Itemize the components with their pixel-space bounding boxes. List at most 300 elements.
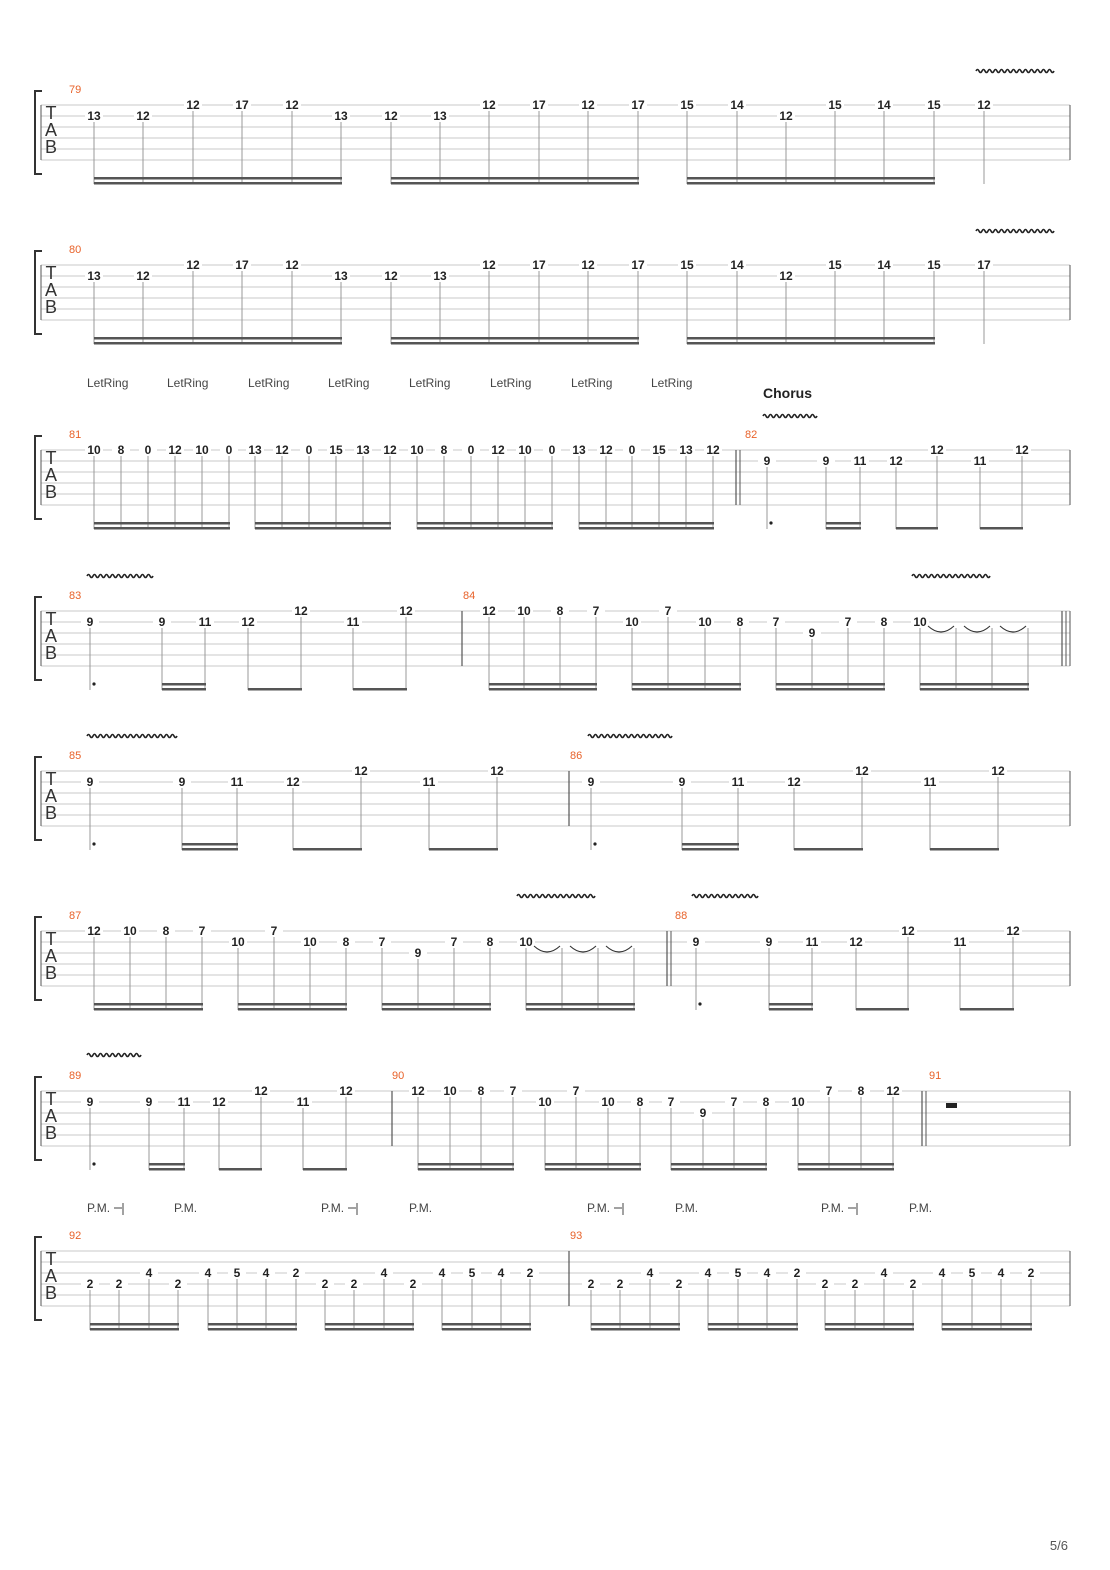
fret-number: 15	[680, 258, 694, 272]
beam	[418, 1163, 514, 1166]
fret-number: 12	[482, 98, 496, 112]
fret-number: 11	[923, 775, 937, 789]
fret-number: 12	[1015, 443, 1029, 457]
beam	[382, 1003, 491, 1006]
beam	[942, 1323, 1032, 1326]
beam	[798, 1163, 894, 1166]
tab-clef-letter: B	[44, 643, 58, 663]
fret-number: 15	[680, 98, 694, 112]
measure	[69, 590, 415, 691]
measure-number: 93	[570, 1230, 583, 1242]
fret-number: 12	[399, 604, 413, 618]
fret-number: 10	[698, 615, 712, 629]
fret-number: 4	[262, 1266, 270, 1280]
beam	[94, 337, 342, 340]
fret-number: 7	[592, 604, 600, 618]
tab-clef-letter: B	[44, 482, 58, 502]
beam	[94, 177, 342, 180]
vibrato-mark	[517, 895, 595, 898]
fret-number: 4	[145, 1266, 153, 1280]
fret-number: 10	[601, 1095, 615, 1109]
fret-number: 10	[87, 443, 101, 457]
beam	[303, 1168, 347, 1171]
fret-number: 8	[342, 935, 350, 949]
measure	[69, 84, 993, 185]
fret-number: 8	[880, 615, 888, 629]
fret-number: 12	[581, 258, 595, 272]
fret-number: 12	[901, 924, 915, 938]
fret-number: 14	[877, 258, 891, 272]
fret-number: 11	[296, 1095, 310, 1109]
fret-number: 11	[422, 775, 436, 789]
beam	[632, 683, 741, 686]
fret-number: 12	[354, 764, 368, 778]
beam	[417, 522, 553, 525]
fret-number: 2	[409, 1277, 417, 1291]
fret-number: 13	[87, 109, 101, 123]
fret-number: 12	[285, 98, 299, 112]
fret-number: 17	[532, 258, 546, 272]
beam	[526, 1003, 635, 1006]
beam	[671, 1163, 767, 1166]
rhythm-dot	[698, 1002, 701, 1005]
rhythm-dot	[92, 682, 95, 685]
fret-number: 12	[285, 258, 299, 272]
fret-number: 7	[772, 615, 780, 629]
fret-number: 12	[383, 443, 397, 457]
beam	[182, 848, 238, 851]
rhythm-dot	[92, 842, 95, 845]
fret-number: 15	[927, 258, 941, 272]
fret-number: 17	[532, 98, 546, 112]
tab-clef-letter: T	[45, 929, 57, 949]
fret-number: 2	[851, 1277, 859, 1291]
vibrato-mark	[976, 70, 1054, 73]
fret-number: 12	[411, 1084, 425, 1098]
fret-number: 12	[87, 924, 101, 938]
fret-number: 2	[587, 1277, 595, 1291]
fret-number: 11	[346, 615, 360, 629]
tie-arc	[534, 946, 560, 952]
let-ring-label: LetRing	[248, 376, 290, 390]
beam	[391, 182, 639, 185]
measure	[675, 910, 1022, 1011]
beam	[708, 1323, 798, 1326]
fret-number: 13	[334, 269, 348, 283]
tie-arc	[570, 946, 596, 952]
fret-number: 9	[692, 935, 700, 949]
fret-number: 12	[787, 775, 801, 789]
fret-number: 12	[482, 258, 496, 272]
fret-number: 2	[793, 1266, 801, 1280]
tab-clef-letter: A	[44, 626, 58, 646]
tie-arc	[1000, 626, 1026, 632]
fret-number: 12	[212, 1095, 226, 1109]
fret-number: 9	[587, 775, 595, 789]
fret-number: 7	[270, 924, 278, 938]
fret-number: 8	[162, 924, 170, 938]
fret-number: 15	[652, 443, 666, 457]
rhythm-dot	[769, 521, 772, 524]
measure	[69, 750, 506, 851]
fret-number: 12	[1006, 924, 1020, 938]
fret-number: 8	[636, 1095, 644, 1109]
fret-number: 9	[678, 775, 686, 789]
fret-number: 11	[805, 935, 819, 949]
measure	[69, 429, 722, 530]
fret-number: 12	[491, 443, 505, 457]
measure-number: 88	[675, 910, 688, 922]
fret-number: 12	[275, 443, 289, 457]
measure	[570, 1230, 1040, 1331]
tab-system	[35, 1054, 1070, 1171]
fret-number: 13	[87, 269, 101, 283]
tab-system	[35, 575, 1070, 691]
palm-mute-label: P.M.	[409, 1201, 433, 1215]
beam	[920, 683, 1029, 686]
fret-number: 10	[913, 615, 927, 629]
fret-number: 9	[178, 775, 186, 789]
fret-number: 9	[765, 935, 773, 949]
palm-mute-label: P.M.	[174, 1201, 198, 1215]
rhythm-dot	[92, 1162, 95, 1165]
fret-number: 5	[468, 1266, 476, 1280]
measure-number: 79	[69, 84, 82, 96]
beam	[579, 522, 714, 525]
tab-clef-letter: T	[45, 263, 57, 283]
measure-number: 82	[745, 429, 758, 441]
fret-number: 12	[186, 98, 200, 112]
beam	[149, 1168, 185, 1171]
fret-number: 4	[704, 1266, 712, 1280]
fret-number: 9	[145, 1095, 153, 1109]
tie-arc	[964, 626, 990, 632]
beam	[682, 848, 739, 851]
beam	[632, 688, 741, 691]
vibrato-mark	[87, 735, 177, 738]
palm-mute-label: P.M.	[587, 1201, 611, 1215]
fret-number: 8	[762, 1095, 770, 1109]
beam	[325, 1323, 414, 1326]
fret-number: 12	[779, 109, 793, 123]
tab-clef-letter: A	[44, 120, 58, 140]
fret-number: 9	[86, 775, 94, 789]
fret-number: 12	[186, 258, 200, 272]
tab-clef-letter: A	[44, 280, 58, 300]
fret-number: 12	[168, 443, 182, 457]
beam	[591, 1328, 680, 1331]
fret-number: 2	[1027, 1266, 1035, 1280]
beam	[353, 688, 407, 691]
fret-number: 5	[968, 1266, 976, 1280]
fret-number: 12	[286, 775, 300, 789]
beam	[391, 337, 639, 340]
tab-clef-letter: B	[44, 1283, 58, 1303]
tab-clef-letter: A	[44, 465, 58, 485]
fret-number: 11	[973, 454, 987, 468]
beam	[442, 1328, 531, 1331]
fret-number: 10	[123, 924, 137, 938]
fret-number: 4	[997, 1266, 1005, 1280]
tie-arc	[606, 946, 632, 952]
beam	[489, 688, 597, 691]
fret-number: 2	[526, 1266, 534, 1280]
fret-number: 4	[646, 1266, 654, 1280]
fret-number: 4	[380, 1266, 388, 1280]
fret-number: 2	[616, 1277, 624, 1291]
fret-number: 12	[779, 269, 793, 283]
fret-number: 5	[734, 1266, 742, 1280]
vibrato-mark	[763, 415, 817, 418]
fret-number: 11	[953, 935, 967, 949]
let-ring-label: LetRing	[87, 376, 129, 390]
beam	[382, 1008, 491, 1011]
fret-number: 11	[853, 454, 867, 468]
fret-number: 2	[115, 1277, 123, 1291]
measure-number: 83	[69, 590, 82, 602]
fret-number: 14	[877, 98, 891, 112]
beam	[682, 843, 739, 846]
fret-number: 10	[231, 935, 245, 949]
fret-number: 8	[486, 935, 494, 949]
beam	[391, 177, 639, 180]
fret-number: 7	[844, 615, 852, 629]
beam	[429, 848, 498, 851]
measure	[463, 590, 1029, 691]
tab-clef-letter: A	[44, 786, 58, 806]
rest-symbol	[946, 1103, 957, 1108]
beam	[687, 337, 935, 340]
fret-number: 8	[117, 443, 125, 457]
fret-number: 12	[241, 615, 255, 629]
beam	[794, 848, 863, 851]
tab-system	[35, 70, 1070, 185]
fret-number: 7	[825, 1084, 833, 1098]
measure	[69, 1230, 539, 1331]
beam	[94, 527, 230, 530]
tab-clef-letter: T	[45, 609, 57, 629]
let-ring-label: LetRing	[490, 376, 532, 390]
beam	[208, 1323, 297, 1326]
fret-number: 7	[198, 924, 206, 938]
beam	[293, 848, 362, 851]
measure	[392, 1070, 902, 1171]
beam	[896, 527, 938, 530]
beam	[208, 1328, 297, 1331]
fret-number: 12	[136, 269, 150, 283]
fret-number: 2	[321, 1277, 329, 1291]
fret-number: 13	[334, 109, 348, 123]
beam	[769, 1008, 813, 1011]
fret-number: 15	[927, 98, 941, 112]
let-ring-label: LetRing	[167, 376, 209, 390]
beam	[417, 527, 553, 530]
beam	[94, 342, 342, 345]
fret-number: 11	[198, 615, 212, 629]
beam	[579, 527, 714, 530]
beam	[687, 177, 935, 180]
beam	[776, 688, 885, 691]
vibrato-mark	[912, 575, 990, 578]
measure	[69, 1070, 355, 1171]
fret-number: 8	[477, 1084, 485, 1098]
fret-number: 12	[294, 604, 308, 618]
fret-number: 0	[548, 443, 556, 457]
beam	[442, 1323, 531, 1326]
measure-number: 87	[69, 910, 82, 922]
beam	[687, 182, 935, 185]
fret-number: 12	[490, 764, 504, 778]
tab-system	[35, 376, 1070, 530]
beam	[248, 688, 302, 691]
beam	[94, 1003, 203, 1006]
beam	[980, 527, 1023, 530]
fret-number: 7	[378, 935, 386, 949]
fret-number: 13	[356, 443, 370, 457]
fret-number: 17	[631, 98, 645, 112]
beam	[325, 1328, 414, 1331]
fret-number: 12	[991, 764, 1005, 778]
fret-number: 13	[433, 269, 447, 283]
beam	[149, 1163, 185, 1166]
tie-arc	[928, 626, 954, 632]
measure	[69, 244, 993, 345]
measure-number: 86	[570, 750, 583, 762]
fret-number: 7	[730, 1095, 738, 1109]
let-ring-label: LetRing	[328, 376, 370, 390]
fret-number: 5	[233, 1266, 241, 1280]
fret-number: 17	[631, 258, 645, 272]
fret-number: 9	[414, 946, 422, 960]
beam	[545, 1168, 641, 1171]
fret-number: 2	[909, 1277, 917, 1291]
fret-number: 10	[538, 1095, 552, 1109]
fret-number: 10	[303, 935, 317, 949]
fret-number: 4	[880, 1266, 888, 1280]
fret-number: 13	[433, 109, 447, 123]
fret-number: 13	[679, 443, 693, 457]
beam	[920, 688, 1029, 691]
vibrato-mark	[87, 575, 153, 578]
measure-number: 92	[69, 1230, 82, 1242]
beam	[776, 683, 885, 686]
beam	[769, 1003, 813, 1006]
fret-number: 4	[497, 1266, 505, 1280]
measure	[570, 750, 1007, 851]
fret-number: 12	[581, 98, 595, 112]
fret-number: 15	[828, 258, 842, 272]
beam	[255, 527, 391, 530]
fret-number: 9	[822, 454, 830, 468]
fret-number: 8	[736, 615, 744, 629]
fret-number: 10	[518, 443, 532, 457]
tab-clef-letter: T	[45, 769, 57, 789]
fret-number: 12	[889, 454, 903, 468]
fret-number: 12	[339, 1084, 353, 1098]
fret-number: 0	[225, 443, 233, 457]
measure-number: 91	[929, 1070, 942, 1082]
fret-number: 10	[791, 1095, 805, 1109]
beam	[826, 527, 861, 530]
fret-number: 12	[977, 98, 991, 112]
beam	[255, 522, 391, 525]
fret-number: 11	[731, 775, 745, 789]
rhythm-dot	[593, 842, 596, 845]
tab-clef-letter: T	[45, 1089, 57, 1109]
vibrato-mark	[588, 735, 672, 738]
fret-number: 4	[438, 1266, 446, 1280]
fret-number: 12	[849, 935, 863, 949]
fret-number: 4	[763, 1266, 771, 1280]
beam	[942, 1328, 1032, 1331]
palm-mute-label: P.M.	[821, 1201, 845, 1215]
fret-number: 12	[384, 269, 398, 283]
vibrato-mark	[87, 1054, 141, 1057]
fret-number: 8	[857, 1084, 865, 1098]
tab-clef-letter: B	[44, 297, 58, 317]
fret-number: 9	[763, 454, 771, 468]
fret-number: 10	[519, 935, 533, 949]
fret-number: 4	[938, 1266, 946, 1280]
fret-number: 12	[482, 604, 496, 618]
fret-number: 10	[625, 615, 639, 629]
palm-mute-label: P.M.	[321, 1201, 345, 1215]
palm-mute-label: P.M.	[909, 1201, 933, 1215]
tab-clef-letter: T	[45, 1249, 57, 1269]
fret-number: 10	[517, 604, 531, 618]
fret-number: 4	[204, 1266, 212, 1280]
tab-clef-letter: T	[45, 448, 57, 468]
fret-number: 12	[855, 764, 869, 778]
measure-number: 81	[69, 429, 82, 441]
beam	[391, 342, 639, 345]
fret-number: 2	[86, 1277, 94, 1291]
fret-number: 12	[930, 443, 944, 457]
page-number: 5/6	[1049, 1538, 1068, 1553]
beam	[930, 848, 999, 851]
fret-number: 10	[195, 443, 209, 457]
beam	[545, 1163, 641, 1166]
beam	[162, 683, 206, 686]
fret-number: 2	[350, 1277, 358, 1291]
vibrato-mark	[692, 895, 758, 898]
measure	[745, 429, 1031, 530]
tab-clef-letter: B	[44, 1123, 58, 1143]
measure	[69, 910, 635, 1011]
fret-number: 17	[235, 258, 249, 272]
fret-number: 7	[509, 1084, 517, 1098]
fret-number: 9	[699, 1106, 707, 1120]
fret-number: 12	[254, 1084, 268, 1098]
beam	[238, 1003, 347, 1006]
fret-number: 12	[384, 109, 398, 123]
beam	[90, 1323, 179, 1326]
fret-number: 15	[329, 443, 343, 457]
fret-number: 2	[174, 1277, 182, 1291]
beam	[526, 1008, 635, 1011]
fret-number: 12	[706, 443, 720, 457]
fret-number: 9	[86, 615, 94, 629]
fret-number: 7	[667, 1095, 675, 1109]
fret-number: 12	[136, 109, 150, 123]
fret-number: 7	[572, 1084, 580, 1098]
fret-number: 0	[144, 443, 152, 457]
tab-clef-letter: T	[45, 103, 57, 123]
fret-number: 8	[440, 443, 448, 457]
fret-number: 14	[730, 258, 744, 272]
let-ring-label: LetRing	[571, 376, 613, 390]
beam	[418, 1168, 514, 1171]
